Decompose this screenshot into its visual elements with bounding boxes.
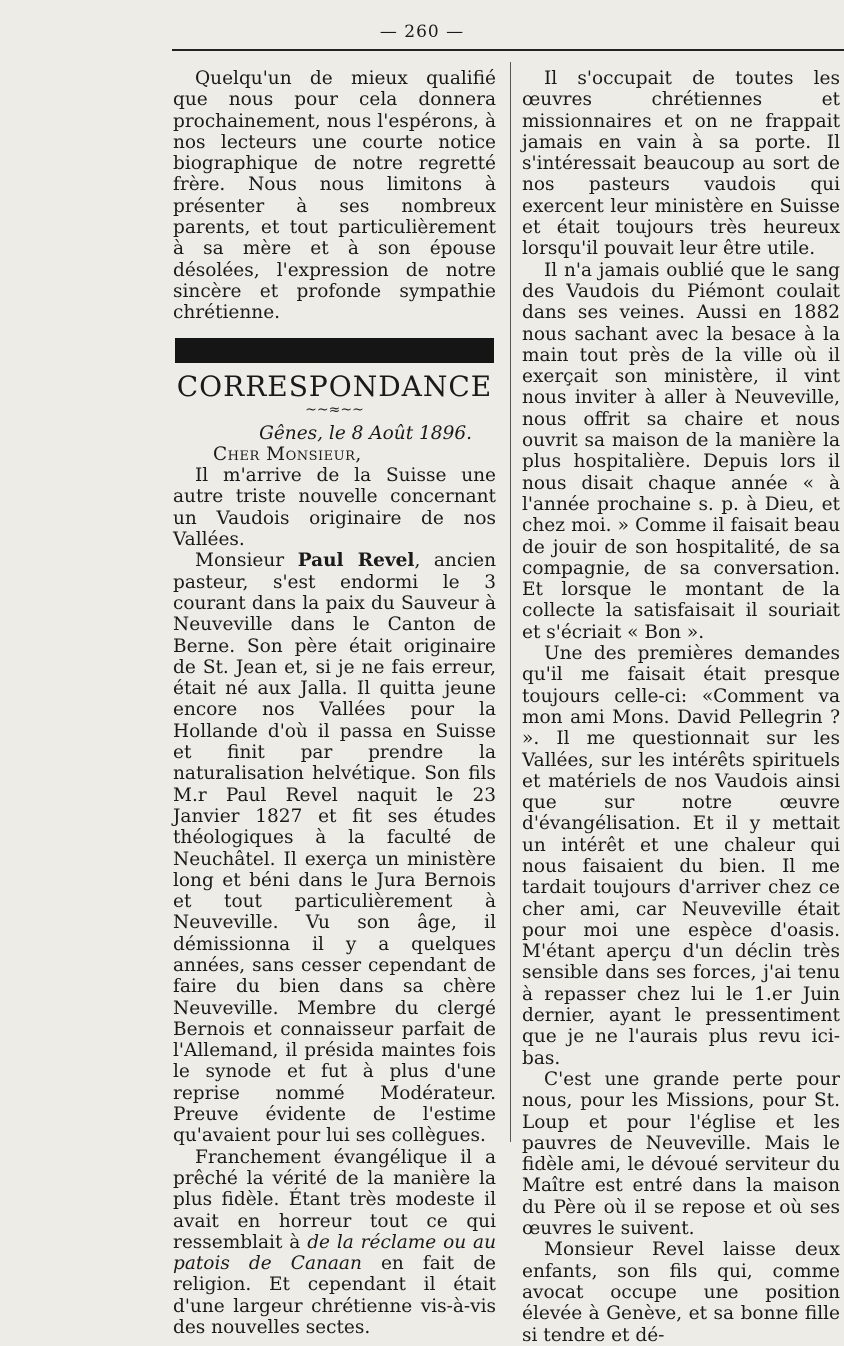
heading-ornament: ~~≈~~ xyxy=(305,401,364,418)
paragraph-3-start: Franchement évangélique il a prêché la vérité de la manière la plus fidèle. Étant très modeste il avait en horreur tout ce qui ressemblait à xyxy=(173,1146,496,1253)
section-separator-bar xyxy=(175,338,494,363)
italic-phrase: de la réclame ou au patois de Canaan xyxy=(173,1231,496,1275)
intro-paragraph: Quelqu'un de mieux qualifié que nous pour cela donnera prochainement, nous l'espérons, à nos lecteurs une courte notice biographique de notre regretté frère. Nous nous limitons à présenter à ses nombreux parents, et tout particulièrement à sa mère et à son épouse désolées, l'expression de notre sincère et profonde sympathie chrétienne. xyxy=(173,68,496,324)
letter-paragraph-1: Il m'arrive de la Suisse une autre triste nouvelle concernant un Vaudois originaire de nos Vallées. xyxy=(173,465,496,551)
right-paragraph-2: Il n'a jamais oublié que le sang des Vaudois du Piémont coulait dans ses veines. Aussi en 1882 nous sachant avec la besace à la main tout près de la ville où il exerçait son ministère, il vint nous inviter à aller à Neuveville, nous offrit sa chaire et nous ouvrit sa maison de la manière la plus hospitalière. Depuis lors il nous disait chaque année « à l'année prochaine s. p. à Dieu, et chez moi. » Comme il faisait beau de jouir de son hospitalité, de sa compagnie, de sa conversation. Et lorsque le montant de la collecte la satisfaisait il souriait et s'écriait « Bon ». xyxy=(522,259,840,643)
paragraph-2-start: Monsieur xyxy=(195,550,298,572)
column-divider xyxy=(510,62,511,1142)
right-paragraph-5: Monsieur Revel laisse deux enfants, son fils qui, comme avocat occupe une position élevée à Genève, et sa bonne fille si tendre et dé- xyxy=(522,1239,840,1346)
letter-paragraph-2 xyxy=(173,550,496,1146)
paragraph-2-rest: , ancien pasteur, s'est endormi le 3 courant dans la paix du Sauveur à Neuveville dans le Canton de Berne. Son père était originaire de St. Jean et, si je ne fais erreur, était né aux Jalla. Il quitta jeune encore nos Vallées pour la Hollande d'où il passa en Suisse et finit par prendre la naturalisation helvétique. Son fils M.r Paul Revel naquit le 23 Janvier 1827 et fit ses études théologiques à la faculté de Neuchâtel. Il exerça un ministère long et béni dans le Jura Bernois et tout particulièrement à Neuveville. Vu son âge, il démissionna il y a quelques années, sans cesser cependant de faire du bien dans sa chère Neuveville. Membre du clergé Bernois et connaisseur parfait de l'Allemand, il présida maintes fois le synode et fut à plus d'une reprise nommé Modérateur. Preuve évidente de l'estime qu'avaient pour lui ses collègues. xyxy=(173,550,496,1147)
right-paragraph-1: Il s'occupait de toutes les œuvres chrétiennes et missionnaires et on ne frappait jamais en vain à sa porte. Il s'intéressait beaucoup au sort de nos pasteurs vaudois qui exercent leur ministère en Suisse et était toujours très heureux lorsqu'il pouvait leur être utile. xyxy=(522,68,840,260)
right-column xyxy=(522,68,840,1346)
letter-paragraph-3 xyxy=(173,1147,496,1339)
paragraph-3-rest: en fait de religion. Et cependant il était d'une largeur chrétienne vis-à-vis des nouvelles sectes. xyxy=(173,1253,496,1339)
right-paragraph-3: Une des premières demandes qu'il me faisait était presque toujours celle-ci: «Comment va mon ami Mons. David Pellegrin ? ». Il me questionnait sur les Vallées, sur les intérêts spirituels et matériels de nos Vaudois ainsi que sur notre œuvre d'évangélisation. Et il y mettait un intérêt et une chaleur qui nous faisaient du bien. Il me tardait toujours d'arriver chez ce cher ami, car Neuveville était pour moi une espèce d'oasis. M'étant aperçu d'un déclin très sensible dans ses forces, j'ai tenu à repasser chez lui le 1.er Juin dernier, ayant le pressentiment que je ne l'aurais plus revu ici-bas. xyxy=(522,643,840,1069)
salutation: Cher Monsieur, xyxy=(213,443,362,465)
header-rule xyxy=(172,49,844,51)
section-heading: CORRESPONDANCE xyxy=(176,369,493,403)
person-name: Paul Revel xyxy=(297,550,415,572)
left-column xyxy=(173,68,496,1338)
right-paragraph-4: C'est une grande perte pour nous, pour les Missions, pour St. Loup et pour l'église et les pauvres de Neuveville. Mais le fidèle ami, le dévoué serviteur du Maître est entré dans la maison du Père où il se repose et où ses œuvres le suivent. xyxy=(522,1068,840,1240)
page-number: — 260 — xyxy=(379,22,465,42)
dateline: Gênes, le 8 Août 1896. xyxy=(259,422,472,444)
